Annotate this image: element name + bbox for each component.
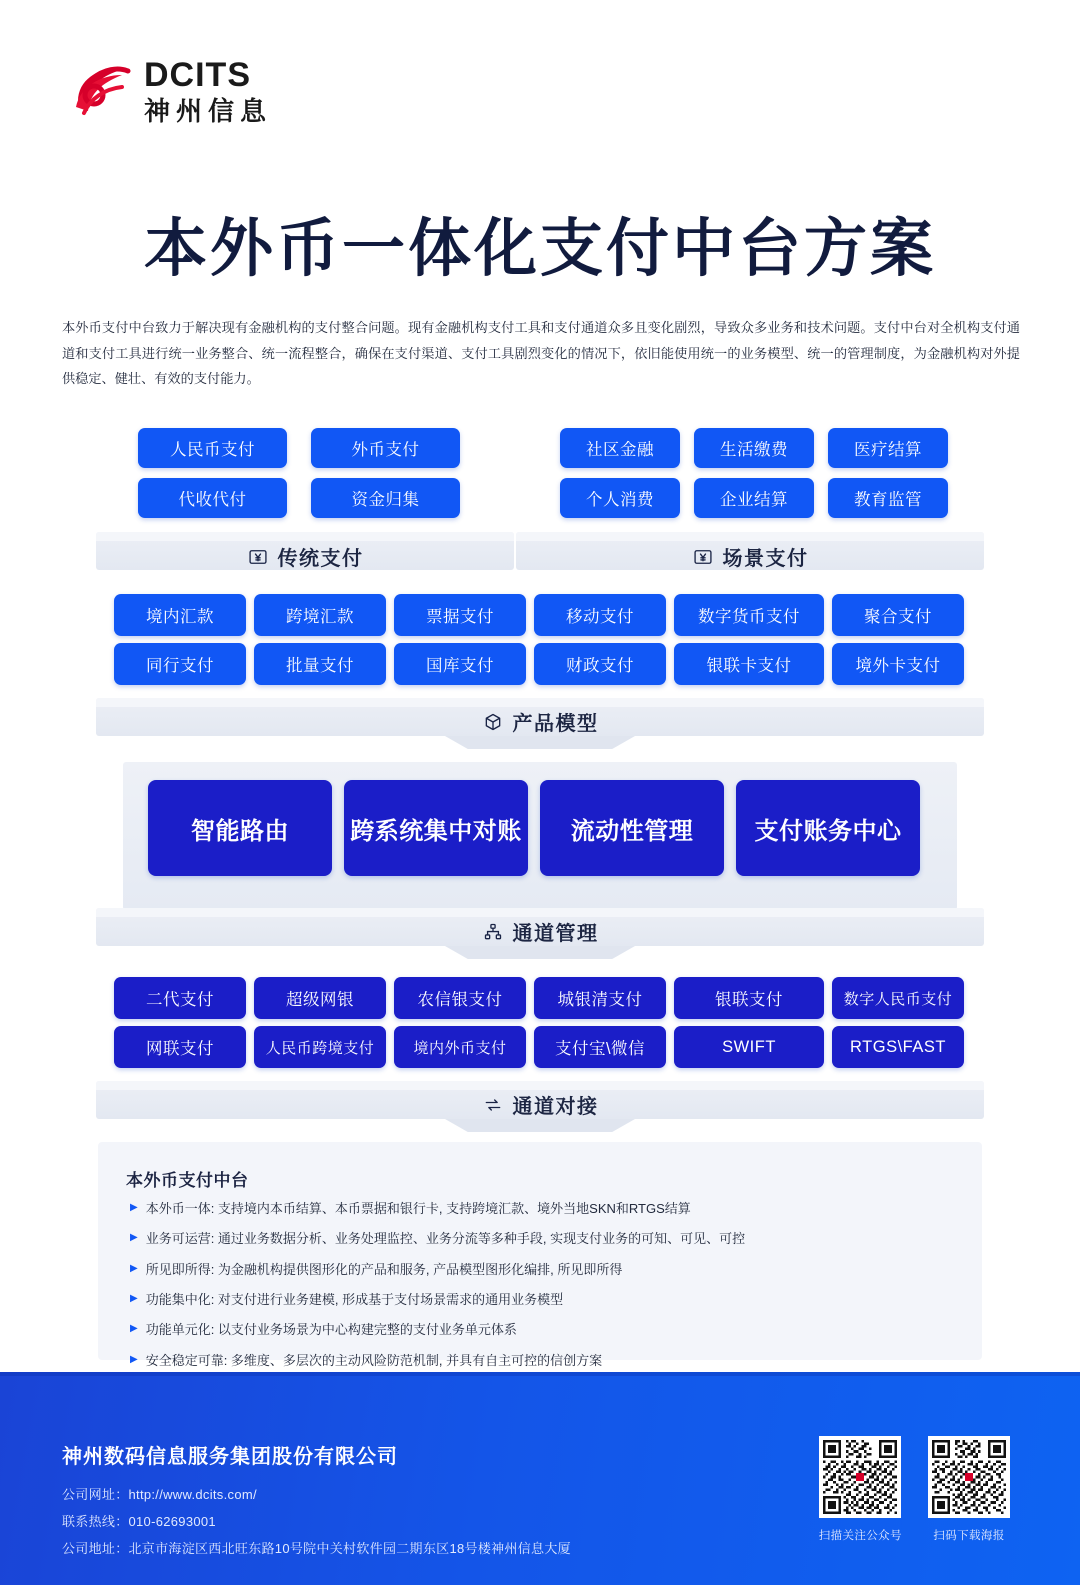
brand-name-cn: 神州信息: [144, 95, 273, 126]
shelf-label-text-traditional: 传统支付: [277, 548, 364, 570]
shelf-top-face: [96, 698, 984, 707]
shelf-label-channel-docking: [96, 1090, 984, 1119]
chip-docking-1[interactable]: 二代支付: [114, 977, 246, 1019]
chip-product-8[interactable]: 批量支付: [254, 643, 386, 685]
shelf-label-traditional: [96, 542, 514, 571]
shelf-top-face: [96, 908, 984, 917]
chip-docking-7[interactable]: 网联支付: [114, 1026, 246, 1068]
summary-card: [98, 1142, 982, 1368]
list-item: [130, 1230, 960, 1249]
chip-traditional-4[interactable]: 资金归集: [311, 478, 460, 518]
chip-scenario-5[interactable]: 企业结算: [694, 478, 814, 518]
footer-website[interactable]: 公司网址：http://www.dcits.com/: [62, 1487, 257, 1502]
list-item-text: 功能单元化: 以支付业务场景为中心构建完整的支付业务单元体系: [145, 1322, 517, 1338]
dcits-swoosh-logo-icon: [70, 61, 132, 123]
chip-docking-11[interactable]: SWIFT: [674, 1026, 824, 1068]
list-item-text: 本外币一体: 支持境内本币结算、本币票据和银行卡, 支持跨境汇款、境外当地SKN和RTGS结算: [145, 1201, 691, 1216]
list-item: [130, 1261, 960, 1280]
chip-docking-9[interactable]: 境内外币支付: [394, 1026, 526, 1068]
triangle-bullet-icon: ▶: [130, 1353, 138, 1365]
chip-traditional-2[interactable]: 外币支付: [311, 428, 460, 468]
chip-docking-12[interactable]: RTGS\FAST: [832, 1026, 964, 1068]
footer-address: 公司地址：北京市海淀区西北旺东路10号院中关村软件园二期东区18号楼神州信息大厦: [62, 1541, 571, 1556]
footer: [0, 1372, 1080, 1585]
chip-docking-2[interactable]: 超级网银: [254, 977, 386, 1019]
shelf-label-text-product: 产品模型: [512, 713, 599, 735]
chip-product-3[interactable]: 票据支付: [394, 594, 526, 636]
chip-product-4[interactable]: 移动支付: [534, 594, 666, 636]
exchange-icon: [482, 1094, 504, 1116]
scenario-row-2: [560, 478, 948, 518]
shelf-label-scenario: [516, 542, 984, 571]
list-item: [130, 1291, 960, 1310]
list-item-text: 业务可运营: 通过业务数据分析、业务处理监控、业务分流等多种手段, 实现支付业务的可知、可见、可控: [145, 1231, 746, 1247]
shelf-top-face: [96, 1081, 984, 1090]
chip-scenario-3[interactable]: 医疗结算: [828, 428, 948, 468]
shelf-top-face: [96, 532, 514, 541]
chip-product-10[interactable]: 财政支付: [534, 643, 666, 685]
chip-product-11[interactable]: 银联卡支付: [674, 643, 824, 685]
chip-product-12[interactable]: 境外卡支付: [832, 643, 964, 685]
footer-hotline: 联系热线：010-62693001: [62, 1514, 216, 1529]
brand-name-en: DCITS: [144, 56, 251, 94]
list-item: [130, 1200, 960, 1219]
chip-docking-4[interactable]: 城银清支付: [534, 977, 666, 1019]
shelf-label-text-channel-docking: 通道对接: [512, 1096, 599, 1118]
chip-docking-10[interactable]: 支付宝\微信: [534, 1026, 666, 1068]
chip-traditional-3[interactable]: 代收代付: [138, 478, 287, 518]
sitemap-icon: [482, 921, 504, 943]
footer-qr-group: [819, 1436, 1010, 1543]
traditional-row-1: [138, 428, 460, 468]
qr-item-poster: [928, 1436, 1010, 1543]
scenario-row-1: [560, 428, 948, 468]
chip-docking-5[interactable]: 银联支付: [674, 977, 824, 1019]
docking-row-1: [114, 977, 964, 1019]
channel-management-row: [148, 780, 920, 876]
shelf-label-product: [96, 707, 984, 736]
wechat-qr-code: [819, 1436, 901, 1518]
chip-scenario-6[interactable]: 教育监管: [828, 478, 948, 518]
chip-product-2[interactable]: 跨境汇款: [254, 594, 386, 636]
shelf-notch: [445, 946, 635, 959]
card-channel-1[interactable]: 智能路由: [148, 780, 332, 876]
chip-scenario-2[interactable]: 生活缴费: [694, 428, 814, 468]
chip-product-9[interactable]: 国库支付: [394, 643, 526, 685]
card-channel-4[interactable]: 支付账务中心: [736, 780, 920, 876]
chip-product-7[interactable]: 同行支付: [114, 643, 246, 685]
product-row-1: [114, 594, 964, 636]
shelf-notch: [445, 1119, 635, 1132]
chip-traditional-1[interactable]: 人民币支付: [138, 428, 287, 468]
yen-payment-icon: [692, 546, 714, 568]
qr-caption-wechat: 扫描关注公众号: [818, 1530, 902, 1542]
product-row-2: [114, 643, 964, 685]
triangle-bullet-icon: ▶: [130, 1262, 138, 1274]
shelf-label-channel-management: [96, 917, 984, 946]
list-item: [130, 1352, 960, 1371]
list-item-text: 所见即所得: 为金融机构提供图形化的产品和服务, 产品模型图形化编排, 所见即所得: [145, 1261, 623, 1277]
shelf-channel-management: [96, 908, 984, 946]
traditional-row-2: [138, 478, 460, 518]
cube-icon: [482, 711, 504, 733]
chip-scenario-4[interactable]: 个人消费: [560, 478, 680, 518]
shelf-scenario-payment: [516, 532, 984, 570]
triangle-bullet-icon: ▶: [130, 1202, 138, 1213]
chip-docking-8[interactable]: 人民币跨境支付: [254, 1026, 386, 1068]
card-channel-3[interactable]: 流动性管理: [540, 780, 724, 876]
summary-bullet-list: [130, 1200, 960, 1382]
shelf-notch: [445, 736, 635, 749]
chip-scenario-1[interactable]: 社区金融: [560, 428, 680, 468]
shelf-label-text-channel-management: 通道管理: [512, 923, 599, 945]
shelf-traditional-payment: [96, 532, 514, 570]
footer-company-name: 神州数码信息服务集团股份有限公司: [62, 1446, 398, 1468]
docking-row-2: [114, 1026, 964, 1068]
chip-product-5[interactable]: 数字货币支付: [674, 594, 824, 636]
chip-product-1[interactable]: 境内汇款: [114, 594, 246, 636]
triangle-bullet-icon: ▶: [130, 1232, 138, 1244]
triangle-bullet-icon: ▶: [130, 1323, 138, 1335]
qr-item-wechat: [819, 1436, 902, 1543]
footer-top-accent: [0, 1372, 1080, 1376]
page-title: 本外币一体化支付中台方案: [144, 214, 936, 284]
qr-caption-poster: 扫码下载海报: [933, 1530, 1005, 1542]
shelf-channel-docking: [96, 1081, 984, 1119]
poster-download-qr-code: [928, 1436, 1010, 1518]
card-channel-2[interactable]: 跨系统集中对账: [344, 780, 528, 876]
intro-paragraph: 本外币支付中台致力于解决现有金融机构的支付整合问题。现有金融机构支付工具和支付通道众多且变化剧烈，导致众多业务和技术问题。支付中台对全机构支付通道和支付工具进行统一业务整合、统一流程整合，确保在支付渠道、支付工具剧烈变化的情况下，依旧能使用统一的业务模型、统一的管理制度，为金融机构对外提供稳定、健壮、有效的支付能力。: [62, 320, 1020, 387]
chip-product-6[interactable]: 聚合支付: [832, 594, 964, 636]
list-item-text: 安全稳定可靠: 多维度、多层次的主动风险防范机制, 并具有自主可控的信创方案: [145, 1352, 603, 1368]
chip-docking-3[interactable]: 农信银支付: [394, 977, 526, 1019]
chip-docking-6[interactable]: 数字人民币支付: [832, 977, 964, 1019]
shelf-product-model: [96, 698, 984, 736]
summary-card-title: 本外币支付中台: [126, 1171, 249, 1190]
list-item: [130, 1321, 960, 1340]
brand-logo: [70, 58, 272, 127]
shelf-top-face: [516, 532, 984, 541]
yen-payment-icon: [247, 546, 269, 568]
triangle-bullet-icon: ▶: [130, 1293, 138, 1305]
list-item-text: 功能集中化: 对支付进行业务建模, 形成基于支付场景需求的通用业务模型: [145, 1292, 564, 1308]
shelf-label-text-scenario: 场景支付: [722, 548, 809, 570]
